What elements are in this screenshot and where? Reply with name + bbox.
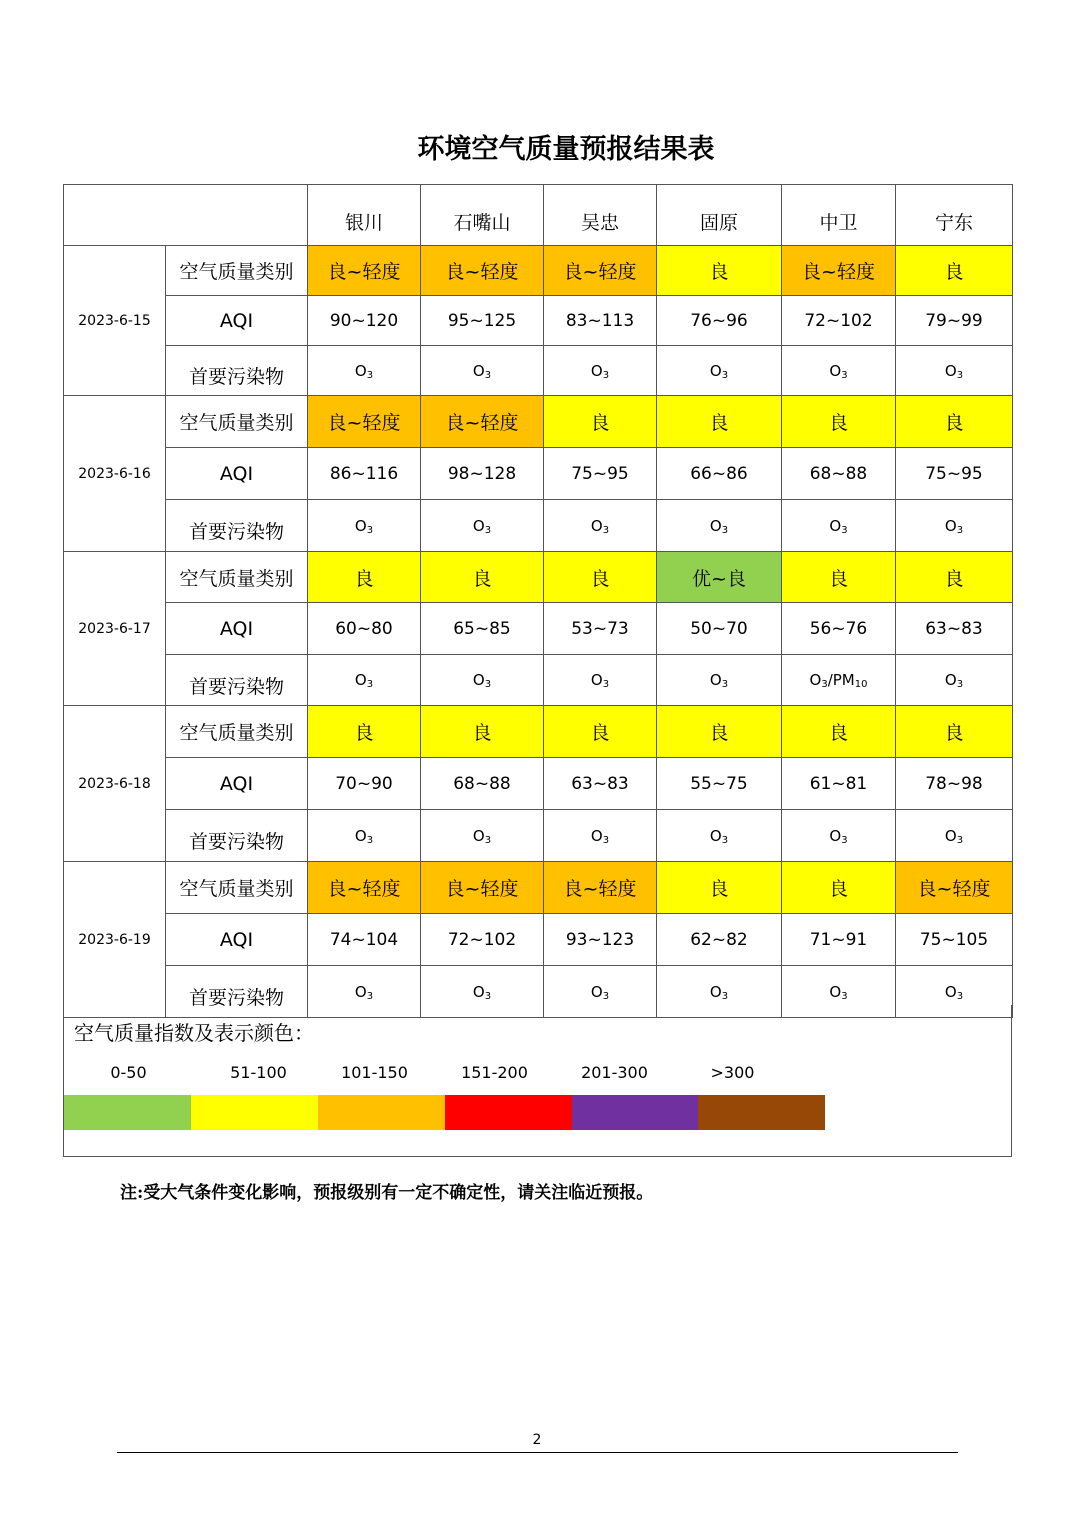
aqi-category-cell: 良	[896, 706, 1013, 758]
primary-pollutant-cell: $O_3$	[544, 346, 657, 396]
row-label-pollutant: 首要污染物	[166, 346, 308, 396]
category-row	[64, 552, 1013, 603]
primary-pollutant-cell: $O_3$	[421, 655, 544, 706]
aqi-row	[64, 603, 1013, 655]
primary-pollutant-cell: $O_3$	[657, 500, 782, 552]
date-cell: 2023-6-15	[64, 246, 166, 396]
aqi-category-cell: 良	[782, 396, 896, 448]
aqi-value-cell: 68~88	[782, 448, 896, 500]
primary-pollutant-cell: $O_3$	[896, 655, 1013, 706]
aqi-value-cell: 75~105	[896, 914, 1013, 966]
aqi-value-cell: 75~95	[896, 448, 1013, 500]
aqi-category-cell: 良~轻度	[308, 862, 421, 914]
aqi-value-cell: 86~116	[308, 448, 421, 500]
primary-pollutant-cell: $O_3$	[782, 810, 896, 862]
aqi-value-cell: 63~83	[896, 603, 1013, 655]
legend-range-label: 201-300	[581, 1063, 648, 1082]
aqi-category-cell: 良	[782, 552, 896, 603]
primary-pollutant-cell: $O_3$	[421, 346, 544, 396]
category-row	[64, 396, 1013, 448]
forecast-note: 注:受大气条件变化影响，预报级别有一定不确定性，请关注临近预报。	[120, 1183, 654, 1203]
legend-range-label: 151-200	[461, 1063, 528, 1082]
aqi-category-cell: 良~轻度	[782, 246, 896, 296]
pollutant-row	[64, 655, 1013, 706]
header-corner-cell	[64, 185, 308, 246]
aqi-category-cell: 良	[896, 552, 1013, 603]
primary-pollutant-cell: $O_3/PM_{10}$	[782, 655, 896, 706]
aqi-row	[64, 296, 1013, 346]
aqi-category-cell: 良	[308, 552, 421, 603]
city-header: 宁东	[896, 185, 1013, 246]
primary-pollutant-cell: $O_3$	[308, 810, 421, 862]
primary-pollutant-cell: $O_3$	[896, 500, 1013, 552]
aqi-legend	[63, 1005, 1012, 1157]
primary-pollutant-cell: $O_3$	[308, 966, 421, 1018]
row-label-category: 空气质量类别	[166, 552, 308, 603]
aqi-category-cell: 良~轻度	[308, 396, 421, 448]
row-label-pollutant: 首要污染物	[166, 810, 308, 862]
aqi-value-cell: 65~85	[421, 603, 544, 655]
primary-pollutant-cell: $O_3$	[544, 966, 657, 1018]
city-header: 银川	[308, 185, 421, 246]
aqi-category-cell: 良~轻度	[544, 246, 657, 296]
legend-color-swatch	[445, 1095, 572, 1130]
aqi-category-cell: 良	[782, 862, 896, 914]
aqi-category-cell: 良~轻度	[544, 862, 657, 914]
aqi-value-cell: 72~102	[421, 914, 544, 966]
aqi-row	[64, 448, 1013, 500]
aqi-value-cell: 56~76	[782, 603, 896, 655]
aqi-category-cell: 良~轻度	[896, 862, 1013, 914]
aqi-value-cell: 76~96	[657, 296, 782, 346]
aqi-row	[64, 914, 1013, 966]
row-label-category: 空气质量类别	[166, 246, 308, 296]
row-label-category: 空气质量类别	[166, 862, 308, 914]
aqi-value-cell: 68~88	[421, 758, 544, 810]
aqi-value-cell: 93~123	[544, 914, 657, 966]
primary-pollutant-cell: $O_3$	[782, 966, 896, 1018]
legend-range-label: 101-150	[341, 1063, 408, 1082]
primary-pollutant-cell: $O_3$	[782, 346, 896, 396]
row-label-aqi: AQI	[166, 603, 308, 655]
pollutant-row	[64, 500, 1013, 552]
aqi-category-cell: 良	[657, 862, 782, 914]
aqi-value-cell: 61~81	[782, 758, 896, 810]
pollutant-row	[64, 346, 1013, 396]
date-cell: 2023-6-16	[64, 396, 166, 552]
aqi-value-cell: 60~80	[308, 603, 421, 655]
row-label-aqi: AQI	[166, 758, 308, 810]
primary-pollutant-cell: $O_3$	[657, 346, 782, 396]
date-cell: 2023-6-19	[64, 862, 166, 1018]
primary-pollutant-cell: $O_3$	[896, 346, 1013, 396]
category-row	[64, 862, 1013, 914]
aqi-category-cell: 良~轻度	[421, 862, 544, 914]
primary-pollutant-cell: $O_3$	[657, 655, 782, 706]
forecast-table-body	[64, 185, 1013, 1018]
primary-pollutant-cell: $O_3$	[782, 500, 896, 552]
aqi-value-cell: 78~98	[896, 758, 1013, 810]
header-row	[64, 185, 1013, 246]
aqi-category-cell: 良	[308, 706, 421, 758]
primary-pollutant-cell: $O_3$	[308, 346, 421, 396]
aqi-category-cell: 良	[544, 396, 657, 448]
city-header: 固原	[657, 185, 782, 246]
page-number: 2	[532, 1432, 542, 1448]
category-row	[64, 246, 1013, 296]
aqi-category-cell: 良~轻度	[308, 246, 421, 296]
aqi-value-cell: 63~83	[544, 758, 657, 810]
primary-pollutant-cell: $O_3$	[421, 810, 544, 862]
primary-pollutant-cell: $O_3$	[544, 500, 657, 552]
page-title: 环境空气质量预报结果表	[417, 134, 715, 165]
aqi-value-cell: 66~86	[657, 448, 782, 500]
aqi-value-cell: 90~120	[308, 296, 421, 346]
aqi-row	[64, 758, 1013, 810]
legend-range-label: >300	[710, 1063, 755, 1082]
aqi-category-cell: 良	[896, 396, 1013, 448]
aqi-value-cell: 55~75	[657, 758, 782, 810]
row-label-category: 空气质量类别	[166, 396, 308, 448]
primary-pollutant-cell: $O_3$	[657, 966, 782, 1018]
date-cell: 2023-6-17	[64, 552, 166, 706]
aqi-category-cell: 良	[657, 396, 782, 448]
aqi-category-cell: 良	[421, 706, 544, 758]
row-label-pollutant: 首要污染物	[166, 655, 308, 706]
row-label-aqi: AQI	[166, 914, 308, 966]
aqi-category-cell: 良	[896, 246, 1013, 296]
row-label-pollutant: 首要污染物	[166, 966, 308, 1018]
aqi-category-cell: 优~良	[657, 552, 782, 603]
primary-pollutant-cell: $O_3$	[544, 810, 657, 862]
city-header: 中卫	[782, 185, 896, 246]
primary-pollutant-cell: $O_3$	[421, 500, 544, 552]
legend-color-swatch	[698, 1095, 825, 1130]
aqi-value-cell: 98~128	[421, 448, 544, 500]
legend-color-swatch	[572, 1095, 699, 1130]
date-cell: 2023-6-18	[64, 706, 166, 862]
aqi-category-cell: 良	[421, 552, 544, 603]
legend-title: 空气质量指数及表示颜色：	[74, 1021, 314, 1045]
aqi-value-cell: 70~90	[308, 758, 421, 810]
aqi-value-cell: 72~102	[782, 296, 896, 346]
legend-range-label: 51-100	[230, 1063, 287, 1082]
legend-color-swatch	[64, 1095, 191, 1130]
aqi-value-cell: 62~82	[657, 914, 782, 966]
aqi-value-cell: 83~113	[544, 296, 657, 346]
aqi-category-cell: 良	[657, 246, 782, 296]
footer-rule	[117, 1452, 958, 1453]
aqi-value-cell: 50~70	[657, 603, 782, 655]
primary-pollutant-cell: $O_3$	[896, 966, 1013, 1018]
aqi-category-cell: 良~轻度	[421, 396, 544, 448]
pollutant-row	[64, 810, 1013, 862]
primary-pollutant-cell: $O_3$	[657, 810, 782, 862]
city-header: 吴忠	[544, 185, 657, 246]
forecast-table	[63, 184, 1013, 1018]
primary-pollutant-cell: $O_3$	[544, 655, 657, 706]
legend-range-label: 0-50	[110, 1063, 147, 1082]
aqi-value-cell: 95~125	[421, 296, 544, 346]
row-label-pollutant: 首要污染物	[166, 500, 308, 552]
aqi-value-cell: 79~99	[896, 296, 1013, 346]
row-label-category: 空气质量类别	[166, 706, 308, 758]
aqi-value-cell: 75~95	[544, 448, 657, 500]
primary-pollutant-cell: $O_3$	[896, 810, 1013, 862]
row-label-aqi: AQI	[166, 296, 308, 346]
aqi-category-cell: 良	[544, 706, 657, 758]
primary-pollutant-cell: $O_3$	[308, 655, 421, 706]
aqi-category-cell: 良	[782, 706, 896, 758]
primary-pollutant-cell: $O_3$	[421, 966, 544, 1018]
aqi-category-cell: 良	[544, 552, 657, 603]
legend-color-swatch	[318, 1095, 445, 1130]
aqi-value-cell: 71~91	[782, 914, 896, 966]
aqi-category-cell: 良	[657, 706, 782, 758]
row-label-aqi: AQI	[166, 448, 308, 500]
aqi-value-cell: 74~104	[308, 914, 421, 966]
legend-color-swatch	[191, 1095, 318, 1130]
aqi-category-cell: 良~轻度	[421, 246, 544, 296]
city-header: 石嘴山	[421, 185, 544, 246]
aqi-value-cell: 53~73	[544, 603, 657, 655]
primary-pollutant-cell: $O_3$	[308, 500, 421, 552]
category-row	[64, 706, 1013, 758]
